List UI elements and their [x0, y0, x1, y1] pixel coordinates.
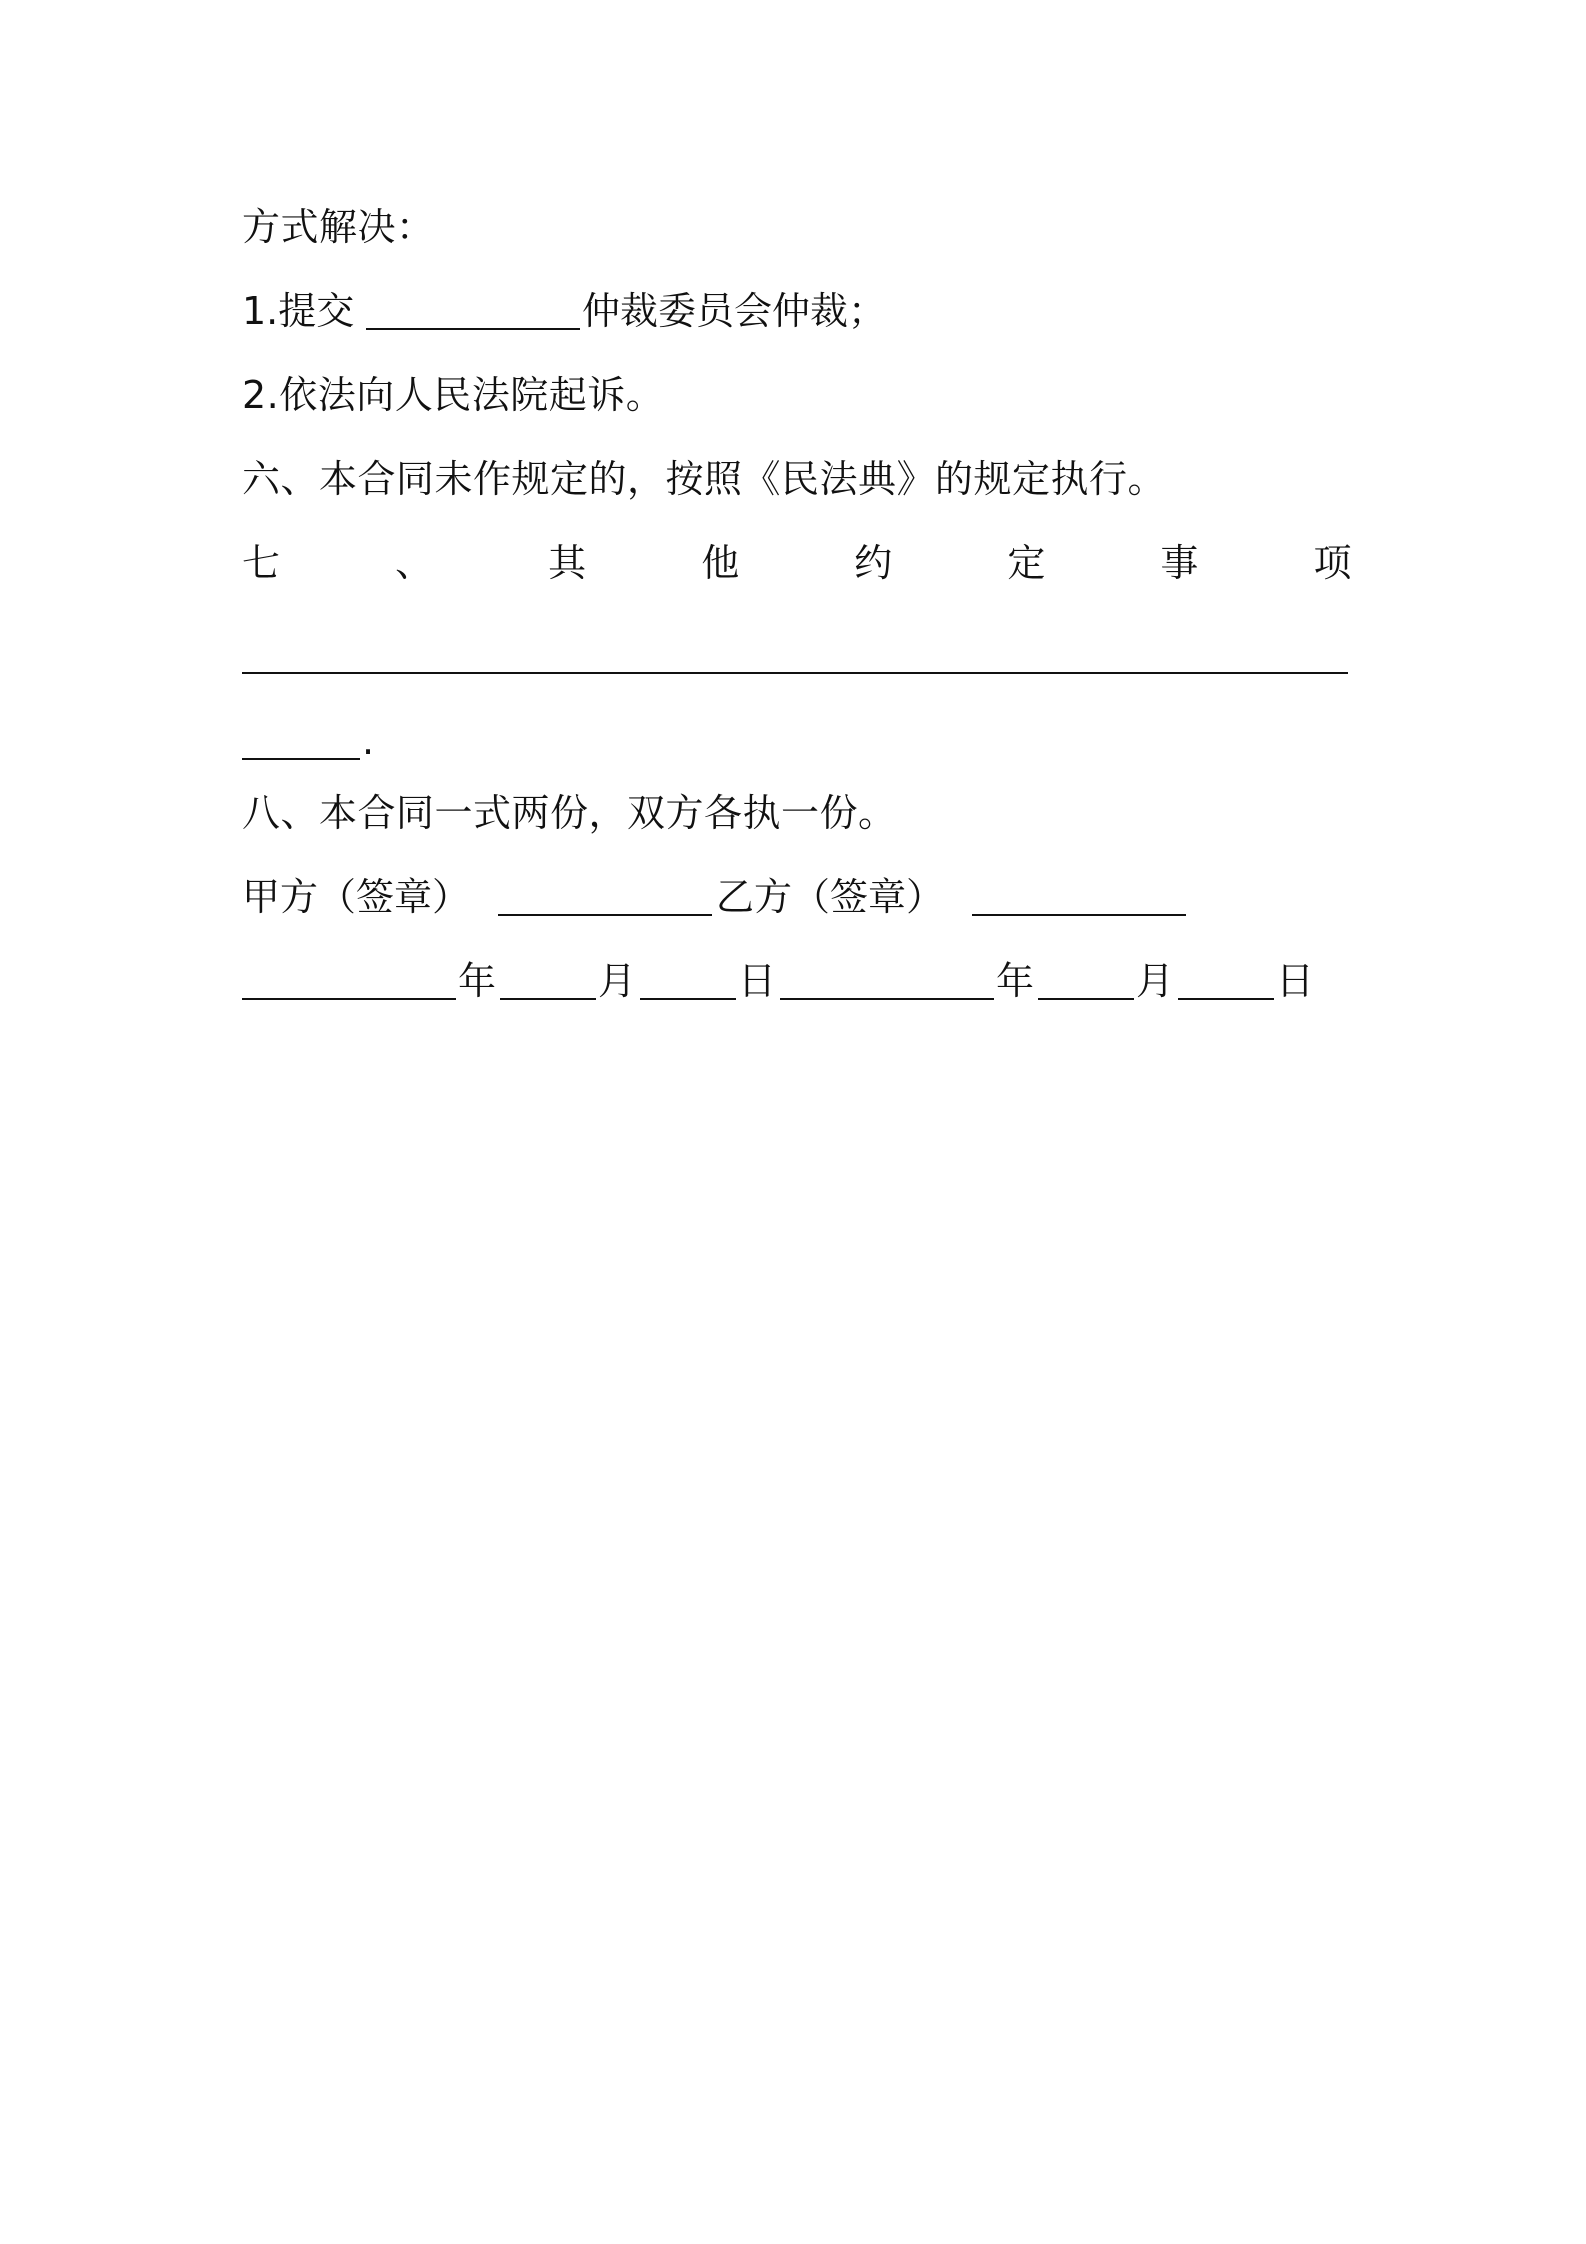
clause-eight-text: 八、本合同一式两份，双方各执一份。: [242, 791, 897, 835]
party-b-day-label: 日: [1276, 959, 1315, 1003]
party-a-day-label: 日: [738, 959, 777, 1003]
party-a-year-label: 年: [458, 959, 497, 1003]
clause-seven-char: 七: [242, 541, 281, 585]
arbitration-blank: [366, 328, 580, 330]
clause-six-text: 六、本合同未作规定的，按照《民法典》的规定执行。: [242, 457, 1167, 501]
other-matters-blank-tail: [242, 758, 360, 760]
party-a-signature-blank: [498, 914, 712, 916]
other-matters-blank-line: [242, 672, 1348, 674]
clause-seven-char: 事: [1160, 541, 1199, 585]
party-a-year-blank: [242, 998, 456, 1000]
clause-seven-char: 项: [1313, 541, 1352, 585]
party-b-label: 乙方（签章）: [716, 875, 945, 919]
party-a-day-blank: [640, 998, 736, 1000]
other-matters-blank-end: [242, 714, 1352, 768]
clause-seven-heading: [242, 536, 1352, 590]
other-matters-period: .: [362, 719, 375, 763]
arbitration-suffix: 仲裁委员会仲裁；: [582, 289, 887, 333]
party-a-month-label: 月: [598, 959, 637, 1003]
party-b-signature-blank: [972, 914, 1186, 916]
clause-seven-spread: [242, 536, 1352, 590]
signature-line: [242, 870, 1352, 924]
clause-eight: [242, 786, 1352, 840]
party-b-year-label: 年: [996, 959, 1035, 1003]
party-b-year-blank: [780, 998, 994, 1000]
date-line: [242, 954, 1352, 1008]
party-a-month-blank: [500, 998, 596, 1000]
dispute-method-text: 方式解决：: [242, 205, 435, 249]
litigation-clause: [242, 368, 1352, 422]
party-b-month-blank: [1038, 998, 1134, 1000]
litigation-text: 2.依法向人民法院起诉。: [242, 373, 665, 417]
clause-seven-char: 他: [701, 541, 740, 585]
clause-six: [242, 452, 1352, 506]
clause-seven-char: 约: [854, 541, 893, 585]
party-b-month-label: 月: [1136, 959, 1175, 1003]
arbitration-clause: [242, 284, 1352, 338]
arbitration-prefix: 1.提交: [242, 289, 355, 333]
clause-seven-char: 、: [395, 541, 434, 585]
dispute-method-line: [242, 200, 1352, 254]
party-a-label: 甲方（签章）: [242, 875, 471, 919]
clause-seven-char: 其: [548, 541, 587, 585]
clause-seven-char: 定: [1007, 541, 1046, 585]
party-b-day-blank: [1178, 998, 1274, 1000]
